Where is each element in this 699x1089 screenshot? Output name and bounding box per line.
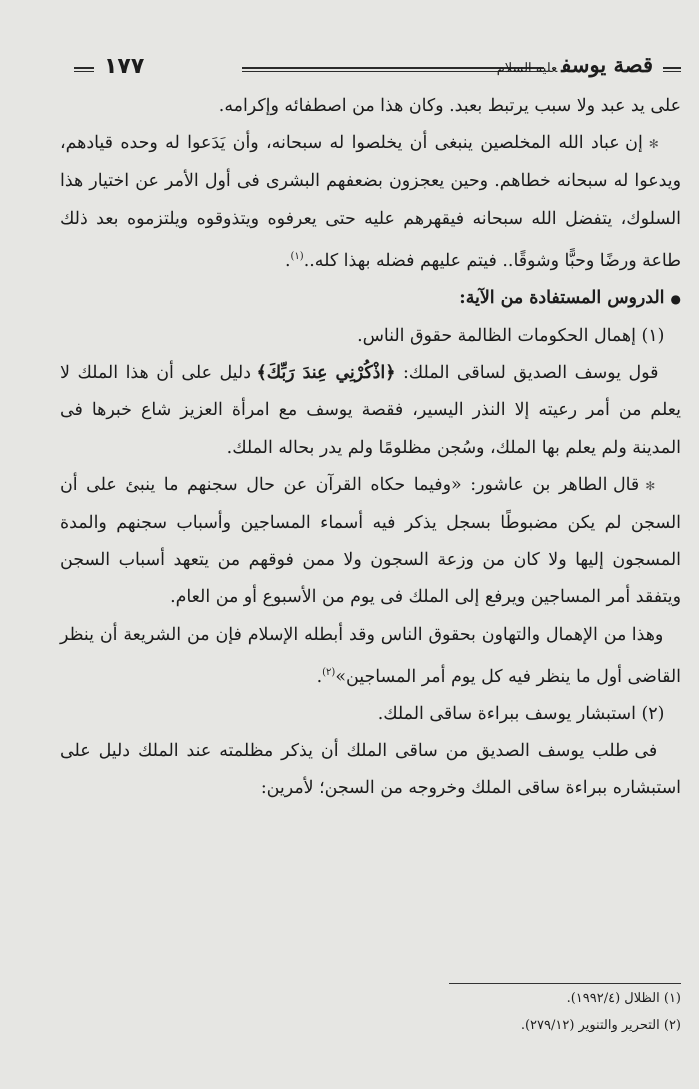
footnote: (١) الظلال (١٩٩٢/٤). [566, 991, 681, 1006]
honorific-text: عليه السلام [496, 61, 558, 76]
body-text [60, 88, 681, 807]
footnote-rule [449, 983, 681, 984]
footnote-ref: (١) [290, 250, 304, 262]
paragraph [60, 355, 681, 467]
star-bullet-icon: ✻ [648, 137, 659, 152]
footnote-ref: (٢) [322, 666, 336, 678]
paragraph-text: على يد عبد ولا سبب يرتبط بعبد. وكان هذا من اصطفائه وإكرامه. [218, 96, 681, 116]
page-header [74, 52, 681, 86]
lesson-1-heading: (١) إهمال الحكومات الظالمة حقوق الناس. [357, 326, 665, 347]
paragraph-text: قول يوسف الصديق لساقى الملك: [395, 363, 659, 384]
paragraph: وهذا من الإهمال والتهاون بحقوق الناس وقد أبطله الإسلام فإن من الشريعة أن ينظر القاضى أول ما ينظر فيه كل يوم أمر المساجين»$^{(٢)}$. [60, 624, 681, 687]
lesson-heading [60, 696, 681, 733]
footnotes [60, 985, 681, 1039]
dot-bullet-icon: ● [670, 291, 681, 306]
paragraph-text: فى طلب يوسف الصديق من ساقى الملك أن يذكر مظلمته عند الملك دليل على استبشاره ببراءة ساقى الملك وخروجه من السجن؛ لأمرين: [60, 741, 681, 799]
paragraph-text: قال الطاهر بن عاشور: «وفيما حكاه القرآن عن حال سجنهم ما ينبئ على أن السجن لم يكن مضبوطًا بسجل يذكر فيه أسماء المساجين وأسباب سجنهم والمدة المسجون إليها ولا كان من وزعة السجون ولا ممن فوقهم من يتعهد أسباب السجن ويتفقد أمر المساجين ويرفع إلى الملك فى يوم من الأسبوع أو من العام. [60, 474, 681, 608]
page-number: ١٧٧ [104, 54, 145, 79]
paragraph [60, 733, 681, 807]
quran-verse: ﴿اذْكُرْنِي عِندَ رَبِّكَ﴾ [256, 363, 396, 384]
paragraph: ✻إن عباد الله المخلصين ينبغى أن يخلصوا له سبحانه، وأن يَدَعوا له وحده قيادهم، ويدعوا له سبحانه خطاهم. وحين يعجزون بضعفهم البشرى فى أول الأمر عن اختيار هذا السلوك، يتفضل الله سبحانه فيقهرهم عليه حتى يعرفوه ويتذوقوه ويلتزموه بعد ذلك طاعة ورضًا وحبًّا وشوقًا.. فيتم عليهم فضله بهذا كله..$^{(١)}$. [60, 133, 681, 271]
paragraph-text: إن عباد الله المخلصين ينبغى أن يخلصوا له سبحانه، وأن يَدَعوا له وحده قيادهم، ويدعوا له سبحانه خطاهم. وحين يعجزون بضعفهم البشرى فى أول الأمر عن اختيار هذا السلوك، يتفضل الله سبحانه فيقهرهم عليه حتى يعرفوه ويتذوقوه ويلتزموه بعد ذلك طاعة ورضًا وحبًّا وشوقًا.. فيتم عليهم فضله بهذا كله.. [60, 133, 681, 271]
header-rule-left [74, 67, 94, 72]
paragraph-text: دليل على أن هذا الملك لا يعلم من أمر رعيته إلا النذر اليسير، فقصة يوسف مع امرأة العزيز شاع خبرها فى المدينة ولم يعلم بها الملك، وسُجن مظلومًا ولم يدر بحاله الملك. [60, 363, 681, 458]
section-title-text: الدروس المستفادة من الآية: [459, 287, 665, 308]
star-bullet-icon: ✻ [645, 478, 656, 493]
paragraph [60, 88, 681, 125]
header-rule-right [663, 67, 681, 72]
book-title [497, 52, 653, 77]
footnote: (٢) التحرير والتنوير (٢٧٩/١٢). [520, 1018, 681, 1033]
lesson-heading [60, 318, 681, 355]
section-title [60, 280, 681, 318]
paragraph-text: وهذا من الإهمال والتهاون بحقوق الناس وقد أبطله الإسلام فإن من الشريعة أن ينظر القاضى أول ما ينظر فيه كل يوم أمر المساجين» [60, 624, 681, 687]
book-title-text: قصة يوسف [561, 52, 653, 77]
lesson-2-heading: (٢) استبشار يوسف ببراءة ساقى الملك. [377, 703, 665, 724]
paragraph [60, 467, 681, 617]
